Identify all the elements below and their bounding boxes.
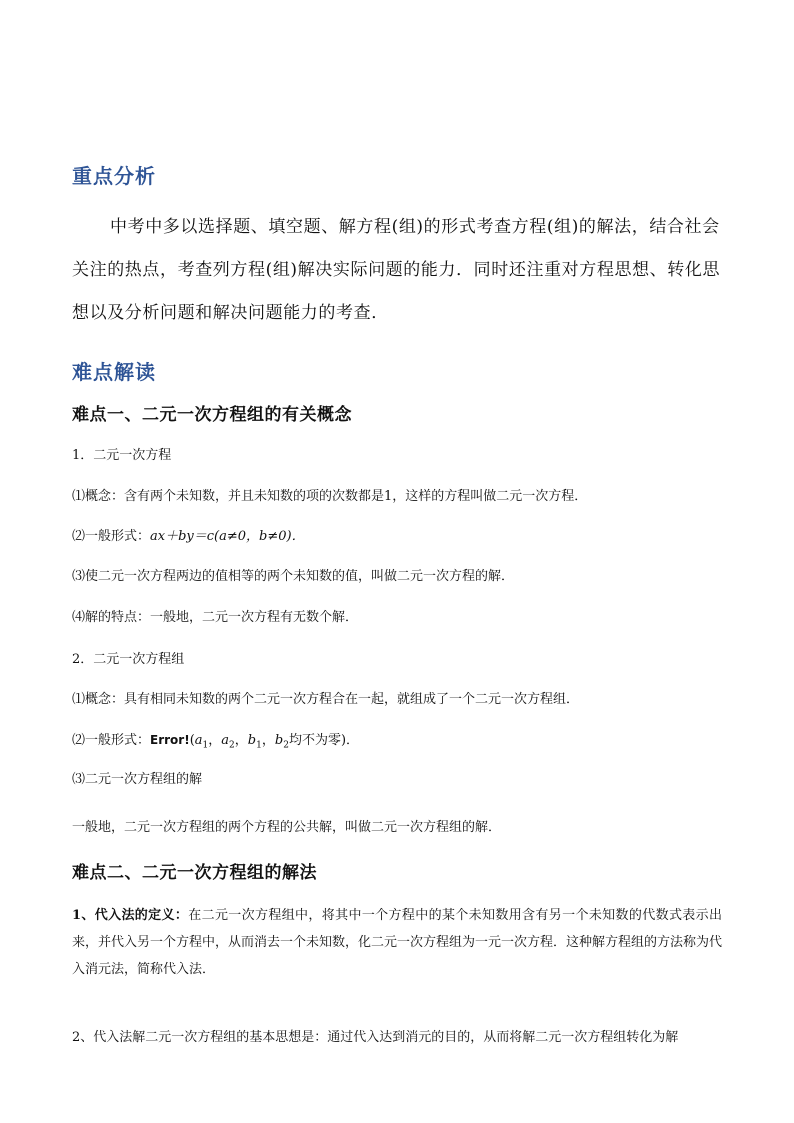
section-title-key-analysis: 重点分析 — [72, 164, 156, 188]
item-1-solution-definition: ⑶使二元一次方程两边的值相等的两个未知数的值，叫做二元一次方程的解． — [72, 569, 515, 584]
item-2-heading: 2．二元一次方程组 — [72, 652, 185, 667]
key-analysis-paragraph: 中考中多以选择题、填空题、解方程(组)的形式考查方程(组)的解法，结合社会关注的热点，考查列方程(组)解决实际问题的能力．同时还注重对方程思想、转化思想以及分析问题和解决问题能力的考查． — [72, 217, 721, 323]
item-2-solution-heading: ⑶二元一次方程组的解 — [72, 772, 203, 787]
item-2-general-form-suffix: 均不为零)． — [288, 733, 360, 748]
item-2-coefficients: ($a_1$，$a_2$，$b_1$，$b_2$ — [189, 733, 289, 751]
item-1-concept: ⑴概念：含有两个未知数，并且未知数的项的次数都是1，这样的方程叫做二元一次方程． — [72, 489, 588, 504]
item-1-solution-feature: ⑷解的特点：一般地，二元一次方程有无数个解． — [72, 610, 359, 625]
item-2-general-form — [72, 730, 722, 756]
substitution-definition-label: 1、代入法的定义： — [72, 908, 189, 923]
substitution-definition-paragraph — [72, 902, 722, 983]
substitution-definition-body: 在二元一次方程组中，将其中一个方程中的某个未知数用含有另一个未知数的代数式表示出来，并代入另一个方程中，从而消去一个未知数，化二元一次方程组为一元一次方程．这种解方程组的方法称为代入消元法，简称代入法． — [72, 908, 723, 977]
item-1-general-form-formula: ax＋by＝c(a≠0，b≠0)． — [150, 529, 305, 544]
item-1-general-form — [72, 527, 722, 547]
item-2-concept: ⑴概念：具有相同未知数的两个二元一次方程合在一起，就组成了一个二元一次方程组． — [72, 692, 580, 707]
difficulty-one-title: 难点一、二元一次方程组的有关概念 — [72, 405, 352, 425]
item-1-general-form-label: ⑵一般形式： — [72, 529, 151, 544]
item-2-formula-error: Error! — [150, 733, 190, 747]
item-1-heading: 1．二元一次方程 — [72, 448, 172, 463]
item-2-solution-body: 一般地，二元一次方程组的两个方程的公共解，叫做二元一次方程组的解． — [72, 820, 502, 835]
substitution-idea-paragraph: 2、代入法解二元一次方程组的基本思想是：通过代入达到消元的目的，从而将解二元一次方程组转化为解 — [72, 1030, 679, 1045]
item-2-general-form-label: ⑵一般形式： — [72, 733, 151, 748]
section-title-difficulty-reading: 难点解读 — [72, 360, 156, 384]
difficulty-two-title: 难点二、二元一次方程组的解法 — [72, 863, 317, 883]
